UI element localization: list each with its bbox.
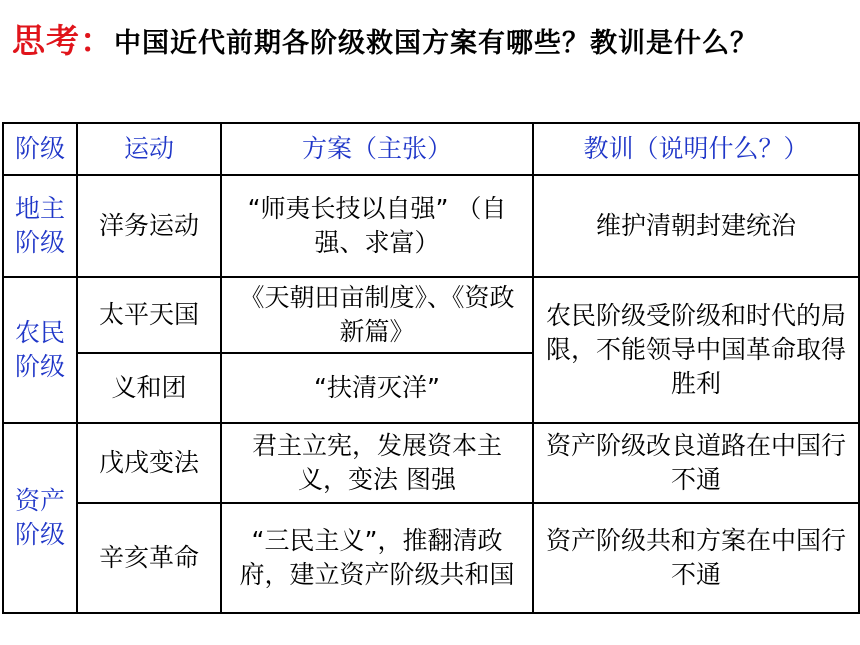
movement-cell: 洋务运动 [77, 175, 221, 277]
table-row [3, 423, 859, 503]
lesson-cell: 资产阶级改良道路在中国行不通 [533, 423, 859, 503]
class-cell: 地主阶级 [3, 175, 77, 277]
class-cell: 资产阶级 [3, 423, 77, 613]
question-label: 思考： [12, 21, 114, 60]
question [12, 20, 852, 65]
national-salvation-table [2, 122, 860, 614]
movement-cell: 太平天国 [77, 277, 221, 353]
table-row [3, 277, 859, 353]
movement-cell: 辛亥革命 [77, 503, 221, 613]
table-row [3, 175, 859, 277]
movement-cell: 义和团 [77, 353, 221, 423]
lesson-cell: 维护清朝封建统治 [533, 175, 859, 277]
movement-cell: 戊戌变法 [77, 423, 221, 503]
table-row [3, 503, 859, 613]
lesson-cell: 资产阶级共和方案在中国行不通 [533, 503, 859, 613]
plan-cell: 君主立宪，发展资本主义，变法 图强 [221, 423, 533, 503]
header-plan: 方案（主张） [221, 123, 533, 175]
header-class: 阶级 [3, 123, 77, 175]
question-text: 中国近代前期各阶级救国方案有哪些？教训是什么？ [114, 28, 758, 59]
plan-cell: 《天朝田亩制度》、《资政新篇》 [221, 277, 533, 353]
header-movement: 运动 [77, 123, 221, 175]
table-header-row [3, 123, 859, 175]
plan-cell: “三民主义”，推翻清政府，建立资产阶级共和国 [221, 503, 533, 613]
plan-cell: “师夷长技以自强” （自强、求富） [221, 175, 533, 277]
lesson-cell: 农民阶级受阶级和时代的局限，不能领导中国革命取得胜利 [533, 277, 859, 423]
class-cell: 农民阶级 [3, 277, 77, 423]
plan-cell: “扶清灭洋” [221, 353, 533, 423]
header-lesson: 教训（说明什么？） [533, 123, 859, 175]
